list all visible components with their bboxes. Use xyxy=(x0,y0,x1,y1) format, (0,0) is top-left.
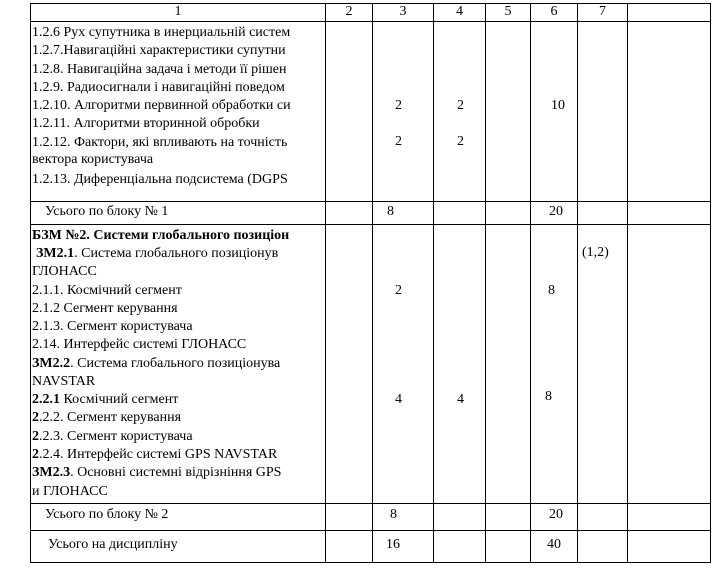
grand-total-c6: 40 xyxy=(547,537,561,552)
header-col-7: 7 xyxy=(599,4,606,19)
grid-line xyxy=(710,3,711,563)
block1-total-label: Усього по блоку № 1 xyxy=(45,204,169,219)
grid-line xyxy=(30,503,711,504)
grid-line xyxy=(30,21,711,22)
header-col-6: 6 xyxy=(550,4,558,19)
grid-line xyxy=(30,3,31,563)
block2-title: БЗМ №2. Системи глобального позиціон xyxy=(32,228,290,243)
topic-2-1-3: 2.1.3. Сегмент користувача xyxy=(32,319,193,334)
grid-line xyxy=(30,530,711,531)
header-col-3: 3 xyxy=(399,4,407,19)
block2-total-c3: 8 xyxy=(390,507,397,522)
block2-value: 4 xyxy=(457,392,464,407)
header-col-1: 1 xyxy=(174,4,182,19)
block1-total-c3: 8 xyxy=(387,204,394,219)
block2-value: 2 xyxy=(395,283,402,298)
topic-1-2-10: 1.2.10. Алгоритми первинной обработки си xyxy=(32,98,291,113)
block1-value: 2 xyxy=(395,134,402,149)
grid-line xyxy=(30,224,711,225)
topic-2-2-3: 2.2.3. Сегмент користувача xyxy=(32,429,193,444)
grid-line xyxy=(30,201,711,202)
block1-value: 10 xyxy=(551,98,565,113)
header-col-5: 5 xyxy=(504,4,512,19)
grand-total-c3: 16 xyxy=(386,537,400,552)
grid-line xyxy=(372,3,373,563)
zm23-heading-cont: и ГЛОНАСС xyxy=(32,484,108,499)
grid-line xyxy=(485,3,486,563)
topic-2-1-4: 2.14. Интерфейс системі ГЛОНАСС xyxy=(32,337,247,352)
header-col-4: 4 xyxy=(456,4,463,19)
topic-2-2-4: 2.2.4. Интерфейс системі GPS NAVSTAR xyxy=(32,447,278,462)
block1-value: 2 xyxy=(457,134,464,149)
block1-value: 2 xyxy=(395,98,402,113)
zm23-heading: ЗМ2.3. Основні системні відрізніння GPS xyxy=(32,465,282,480)
zm21-heading: ЗМ2.1. Система глобального позиціонув xyxy=(36,246,279,261)
topic-1-2-12-cont: вектора користувача xyxy=(32,152,154,167)
zm21-heading-cont: ГЛОНАСС xyxy=(32,264,97,279)
grand-total-label: Усього на дисципліну xyxy=(48,537,178,552)
block1-value: 2 xyxy=(457,98,464,113)
grid-line xyxy=(530,3,531,563)
grid-line xyxy=(627,3,628,563)
topic-1-2-7: 1.2.7.Навигаційні характеристики супутни xyxy=(32,43,286,58)
block2-reference: (1,2) xyxy=(582,245,609,260)
topic-2-1-2: 2.1.2 Сегмент керування xyxy=(32,301,178,316)
grid-line xyxy=(433,3,434,563)
grid-line xyxy=(30,562,711,563)
topic-1-2-6: 1.2.6 Рух супутника в инерциальній систем xyxy=(32,25,291,40)
topic-2-1-1: 2.1.1. Космічний сегмент xyxy=(32,283,182,298)
topic-1-2-9: 1.2.9. Радиосигнали і навигаційні поведом xyxy=(32,80,285,95)
grid-line xyxy=(325,3,326,563)
topic-2-2-2: 2.2.2. Сегмент керування xyxy=(32,410,182,425)
topic-1-2-12: 1.2.12. Фактори, які впливають на точність xyxy=(32,135,288,150)
block2-value: 8 xyxy=(545,389,552,404)
grid-line xyxy=(577,3,578,563)
topic-2-2-1: 2.2.1 Космічний сегмент xyxy=(32,392,179,407)
block2-value: 4 xyxy=(395,392,402,407)
topic-1-2-11: 1.2.11. Алгоритми вторинной обробки xyxy=(32,116,260,131)
block2-value: 8 xyxy=(548,283,555,298)
block2-total-label: Усього по блоку № 2 xyxy=(45,507,169,522)
topic-1-2-8: 1.2.8. Навигаційна задача і методи її рішен xyxy=(32,62,287,77)
header-col-2: 2 xyxy=(345,4,353,19)
zm22-heading: ЗМ2.2. Система глобального позиціонува xyxy=(32,356,281,371)
zm22-heading-cont: NAVSTAR xyxy=(32,374,96,389)
block1-total-c6: 20 xyxy=(549,204,563,219)
block2-total-c6: 20 xyxy=(549,507,563,522)
topic-1-2-13: 1.2.13. Диференціальна подсистема (DGPS xyxy=(32,172,288,187)
